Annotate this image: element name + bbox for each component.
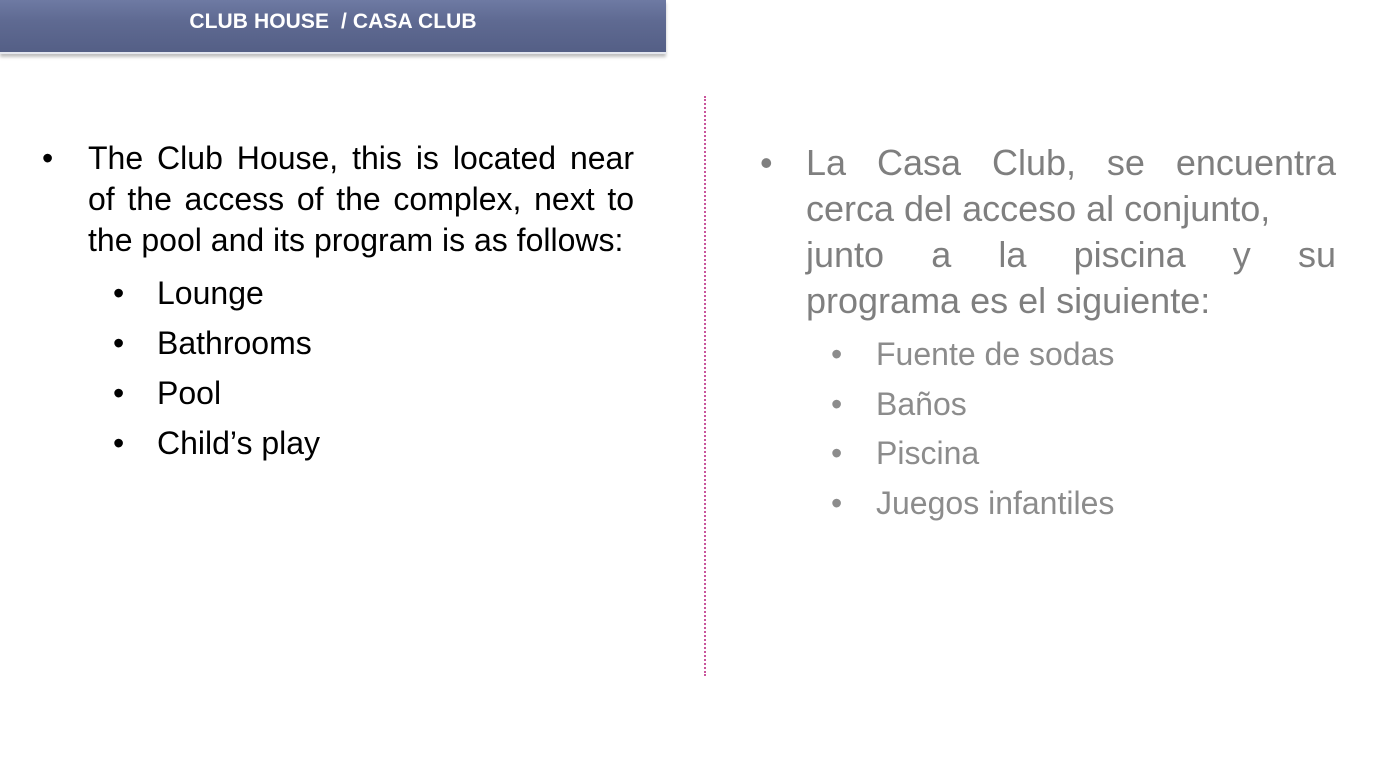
bullet-icon: • (113, 425, 125, 461)
slide-title: CLUB HOUSE / CASA CLUB (189, 10, 477, 33)
list-item (113, 268, 634, 318)
column-divider (704, 96, 706, 676)
bullet-icon: • (831, 336, 843, 372)
list-item (831, 380, 1336, 430)
bullet-icon: • (42, 140, 54, 176)
bullet-icon: • (113, 375, 125, 411)
bullet-icon: • (113, 325, 125, 361)
bullet-icon: • (831, 435, 843, 471)
bullet-icon: • (760, 142, 773, 183)
list-item (831, 479, 1336, 529)
list-item-label: Pool (157, 375, 222, 411)
list-item (113, 418, 634, 468)
list-item-label: Bathrooms (157, 325, 312, 361)
list-item-label: Baños (876, 385, 967, 422)
spanish-program-list (760, 330, 1336, 528)
list-item (831, 429, 1336, 479)
english-main-bullet (42, 138, 634, 261)
list-item (831, 330, 1336, 380)
english-main-text: The Club House, this is located near of the access of the complex, next to the pool and its program is as follows: (88, 140, 634, 258)
bullet-icon: • (831, 484, 843, 521)
list-item-label: Piscina (876, 435, 980, 471)
english-column (42, 138, 634, 468)
bullet-icon: • (831, 385, 843, 422)
spanish-main-bullet (760, 140, 1336, 324)
list-item-label: Fuente de sodas (876, 336, 1115, 372)
spanish-main-text-line1: La Casa Club, se encuentra cerca del acceso al conjunto, (806, 142, 1336, 229)
list-item (113, 368, 634, 418)
spanish-main-text-line2: junto a la piscina y su (806, 234, 1336, 275)
slide-header-bar (0, 0, 666, 54)
english-program-list (42, 268, 634, 468)
list-item-label: Juegos infantiles (876, 484, 1115, 521)
spanish-main-text-line3: programa es el siguiente: (806, 280, 1211, 321)
list-item (113, 318, 634, 368)
spanish-column (760, 140, 1336, 528)
list-item-label: Lounge (157, 275, 264, 311)
list-item-label: Child’s play (157, 425, 321, 461)
bullet-icon: • (113, 275, 125, 311)
